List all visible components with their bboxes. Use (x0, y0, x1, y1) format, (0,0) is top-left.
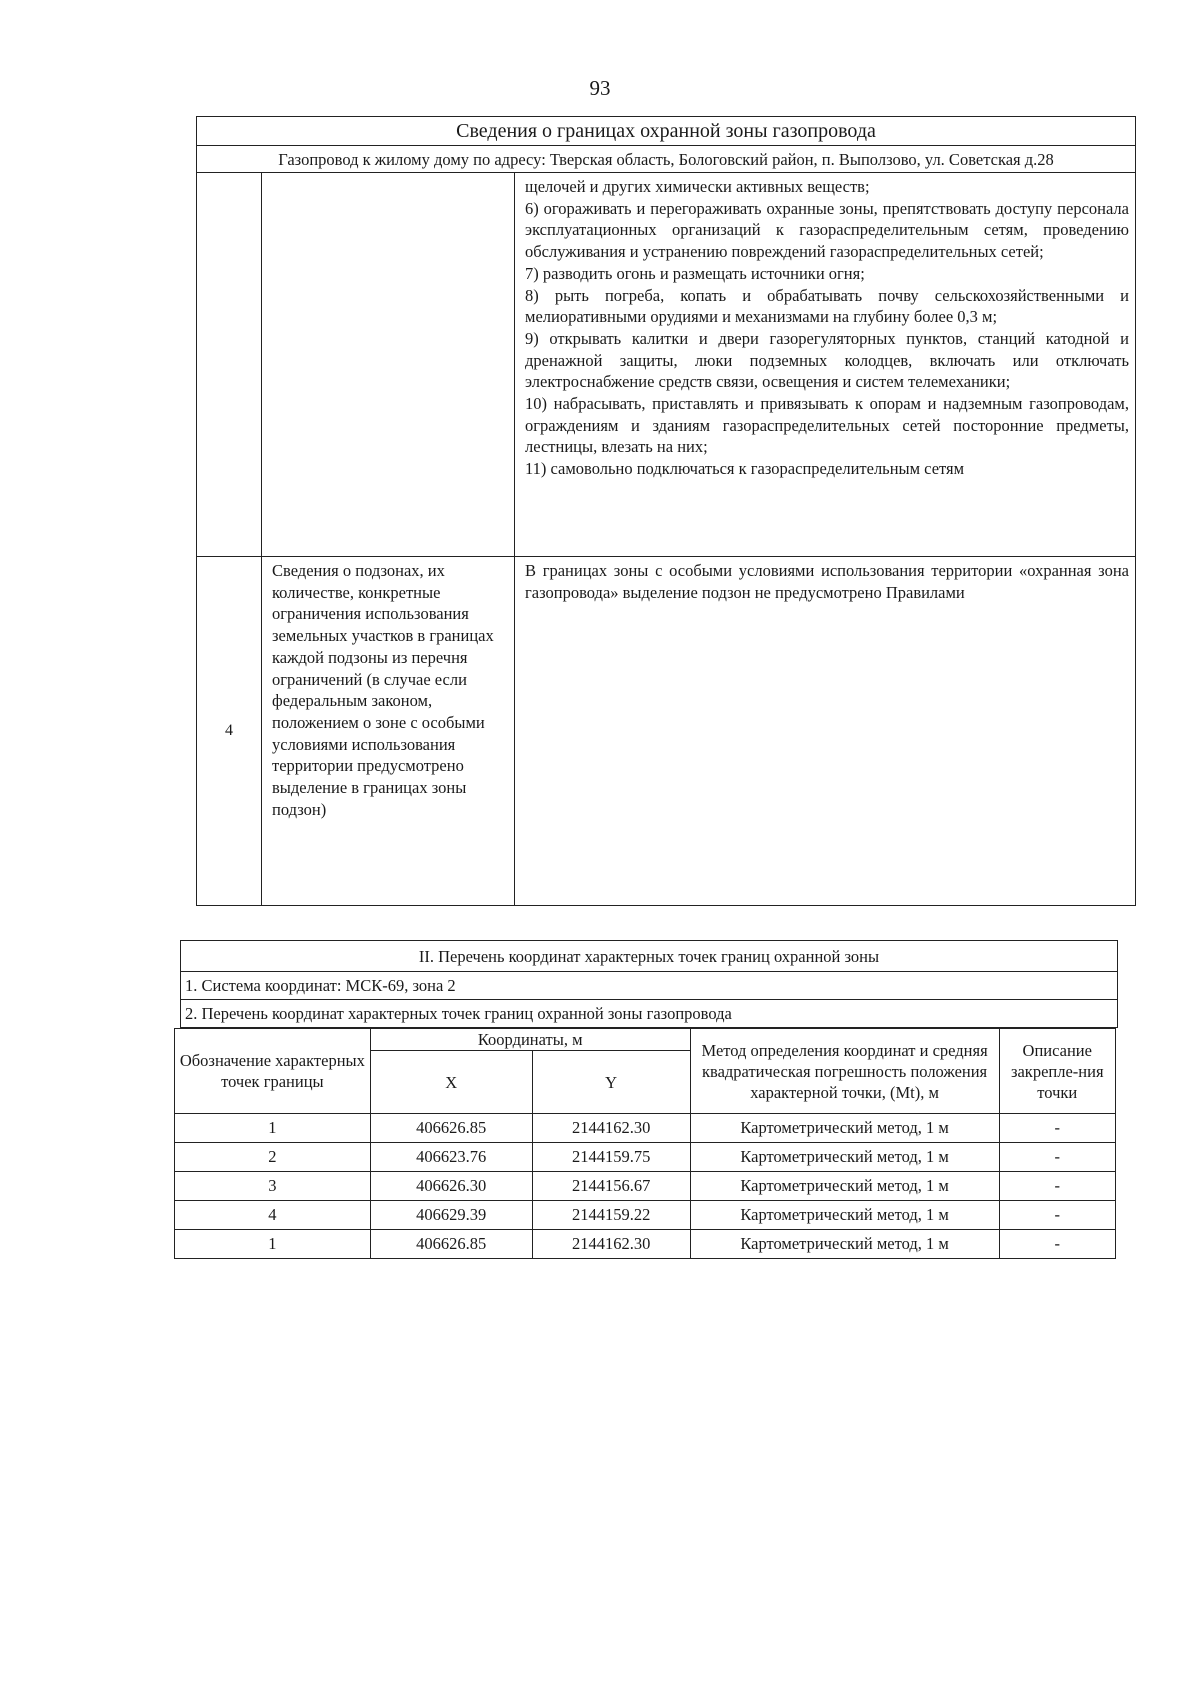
x-cell: 406629.39 (370, 1201, 532, 1230)
y-cell: 2144162.30 (532, 1114, 690, 1143)
row-name-cell (262, 173, 515, 556)
row-number-cell (197, 173, 262, 556)
table-row (175, 1172, 1116, 1201)
point-cell: 1 (175, 1114, 371, 1143)
zone-info-table (196, 116, 1136, 906)
point-cell: 1 (175, 1230, 371, 1259)
method-cell: Картометрический метод, 1 м (690, 1201, 999, 1230)
subzones-row-number: 4 (197, 557, 262, 905)
restriction-item: 7) разводить огонь и размещать источники огня; (525, 263, 865, 283)
subzones-row-text: В границах зоны с особыми условиями использования территории «охранная зона газопровода» выделение подзон не предусмотрено Правилами (525, 561, 1129, 602)
restriction-item: 8) рыть погреба, копать и обрабатывать почву сельскохозяйственными и мелиоративными орудиями и механизмами на глубину более 0,3 м; (525, 285, 1129, 327)
method-cell: Картометрический метод, 1 м (690, 1143, 999, 1172)
restrictions-row (197, 173, 1135, 557)
restriction-item: 6) огораживать и перегораживать охранные зоны, препятствовать доступу персонала эксплуатационных организаций к газораспределительным сетям, проведению обслуживания и устранению повреждений газораспределительных сетей; (525, 198, 1129, 262)
method-cell: Картометрический метод, 1 м (690, 1114, 999, 1143)
y-cell: 2144159.75 (532, 1143, 690, 1172)
zone-info-title: Сведения о границах охранной зоны газопровода (197, 117, 1135, 146)
y-cell: 2144156.67 (532, 1172, 690, 1201)
subzones-row (197, 557, 1135, 905)
col-point: Обозначение характерных точек границы (175, 1029, 371, 1114)
method-cell: Картометрический метод, 1 м (690, 1172, 999, 1201)
page-number: 93 (589, 76, 611, 100)
col-x: X (370, 1051, 532, 1114)
x-cell: 406626.85 (370, 1230, 532, 1259)
x-cell: 406626.85 (370, 1114, 532, 1143)
restrictions-text (515, 173, 1135, 556)
col-coordinates: Координаты, м (370, 1029, 690, 1051)
restriction-item: щелочей и других химически активных веществ; (525, 177, 870, 196)
gas-pipeline-address: Газопровод к жилому дому по адресу: Тверская область, Бологовский район, п. Выползово, ул. Советская д.28 (197, 146, 1135, 173)
point-cell: 4 (175, 1201, 371, 1230)
coordinates-table (174, 1028, 1116, 1259)
description-cell: - (999, 1172, 1115, 1201)
description-cell: - (999, 1114, 1115, 1143)
subzones-row-name: Сведения о подзонах, их количестве, конкретные ограничения использования земельных участков в границах каждой подзоны из перечня ограничений (в случае если федеральным законом, положением о зоне с особыми условиями использования территории предусмотрено выделение в границах зоны подзон) (262, 557, 515, 905)
col-method: Метод определения координат и средняя квадратическая погрешность положения характерной точки, (Mt), м (690, 1029, 999, 1114)
restriction-item: 11) самовольно подключаться к газораспределительным сетям (525, 459, 965, 479)
description-cell: - (999, 1201, 1115, 1230)
y-cell: 2144162.30 (532, 1230, 690, 1259)
method-cell: Картометрический метод, 1 м (690, 1230, 999, 1259)
restriction-item: 9) открывать калитки и двери газорегуляторных пунктов, станций катодной и дренажной защиты, люки подземных колодцев, включать или отключать электроснабжение средств связи, освещения и систем телемеханики; (525, 328, 1129, 392)
coordinates-list-title: 2. Перечень координат характерных точек границ охранной зоны газопровода (180, 1000, 1118, 1028)
coordinates-section-title: II. Перечень координат характерных точек границ охранной зоны (180, 940, 1118, 972)
x-cell: 406623.76 (370, 1143, 532, 1172)
point-cell: 2 (175, 1143, 371, 1172)
y-cell: 2144159.22 (532, 1201, 690, 1230)
x-cell: 406626.30 (370, 1172, 532, 1201)
point-cell: 3 (175, 1172, 371, 1201)
coordinate-system: 1. Система координат: МСК-69, зона 2 (180, 972, 1118, 1000)
table-row (175, 1114, 1116, 1143)
restriction-item: 10) набрасывать, приставлять и привязывать к опорам и надземным газопроводам, ограждениям и зданиям газораспределительных сетей посторонние предметы, лестницы, влезать на них; (525, 394, 1129, 457)
col-description: Описание закрепле-ния точки (999, 1029, 1115, 1114)
col-y: Y (532, 1051, 690, 1114)
description-cell: - (999, 1230, 1115, 1259)
table-row (175, 1201, 1116, 1230)
table-row (175, 1143, 1116, 1172)
description-cell: - (999, 1143, 1115, 1172)
table-row (175, 1230, 1116, 1259)
